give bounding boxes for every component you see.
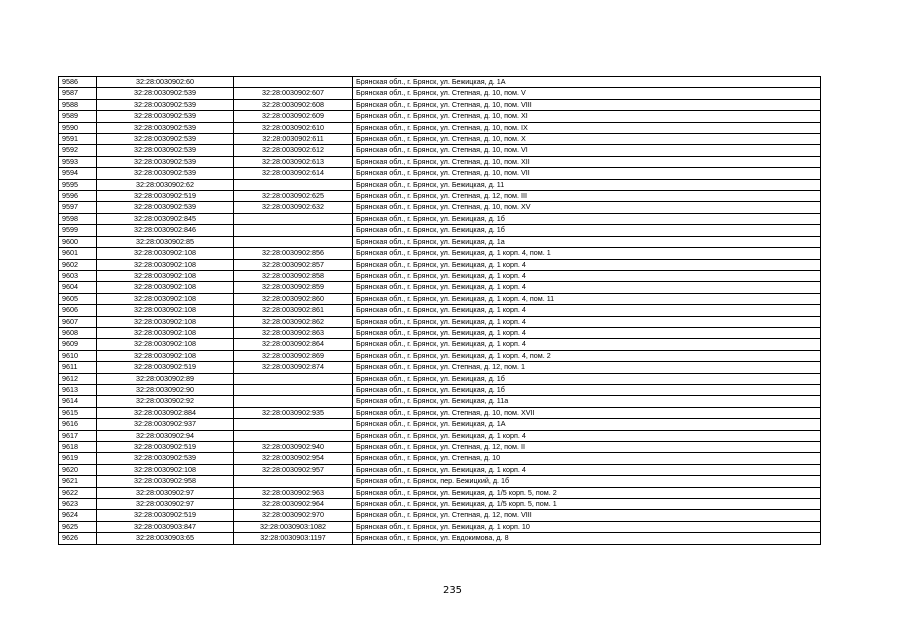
- cadastral-number-cell: 32:28:0030903:65: [97, 533, 234, 544]
- cadastral-number-cell: 32:28:0030902:937: [97, 419, 234, 430]
- cadastral-number-cell: 32:28:0030902:539: [97, 145, 234, 156]
- table-row: [59, 202, 821, 213]
- row-number-cell: 9612: [59, 373, 97, 384]
- table-row: [59, 453, 821, 464]
- table-row: [59, 248, 821, 259]
- object-cadastral-number-cell: 32:28:0030902:613: [234, 156, 353, 167]
- page-number: 235: [442, 585, 463, 596]
- cadastral-number-cell: 32:28:0030902:539: [97, 111, 234, 122]
- row-number-cell: 9595: [59, 179, 97, 190]
- cadastral-number-cell: 32:28:0030902:89: [97, 373, 234, 384]
- address-cell: Брянская обл., г. Брянск, ул. Евдокимова, д. 8: [353, 533, 821, 544]
- row-number-cell: 9593: [59, 156, 97, 167]
- object-cadastral-number-cell: 32:28:0030902:861: [234, 305, 353, 316]
- table-row: [59, 407, 821, 418]
- table-row: [59, 99, 821, 110]
- row-number-cell: 9590: [59, 122, 97, 133]
- address-cell: Брянская обл., г. Брянск, ул. Бежицкая, д. 1/5 корп. 5, пом. 2: [353, 487, 821, 498]
- row-number-cell: 9608: [59, 327, 97, 338]
- cadastral-number-cell: 32:28:0030902:108: [97, 339, 234, 350]
- row-number-cell: 9621: [59, 476, 97, 487]
- table-row: [59, 134, 821, 145]
- table-row: [59, 122, 821, 133]
- table-row: [59, 327, 821, 338]
- table-row: [59, 270, 821, 281]
- address-cell: Брянская обл., г. Брянск, ул. Степная, д. 10, пом. VIII: [353, 99, 821, 110]
- address-cell: Брянская обл., г. Брянск, ул. Бежицкая, д. 1 корп. 4: [353, 430, 821, 441]
- object-cadastral-number-cell: 32:28:0030902:609: [234, 111, 353, 122]
- cadastral-number-cell: 32:28:0030902:519: [97, 362, 234, 373]
- row-number-cell: 9594: [59, 168, 97, 179]
- object-cadastral-number-cell: [234, 179, 353, 190]
- object-cadastral-number-cell: 32:28:0030902:858: [234, 270, 353, 281]
- object-cadastral-number-cell: 32:28:0030902:954: [234, 453, 353, 464]
- table-row: [59, 499, 821, 510]
- cadastral-number-cell: 32:28:0030902:108: [97, 350, 234, 361]
- address-cell: Брянская обл., г. Брянск, ул. Бежицкая, д. 1 корп. 4, пом. 2: [353, 350, 821, 361]
- table-row: [59, 464, 821, 475]
- address-cell: Брянская обл., г. Брянск, ул. Бежицкая, д. 1 корп. 4, пом. 11: [353, 293, 821, 304]
- row-number-cell: 9624: [59, 510, 97, 521]
- object-cadastral-number-cell: 32:28:0030902:857: [234, 259, 353, 270]
- cadastral-number-cell: 32:28:0030902:539: [97, 122, 234, 133]
- row-number-cell: 9587: [59, 88, 97, 99]
- table-row: [59, 111, 821, 122]
- object-cadastral-number-cell: 32:28:0030902:874: [234, 362, 353, 373]
- row-number-cell: 9622: [59, 487, 97, 498]
- row-number-cell: 9604: [59, 282, 97, 293]
- cadastral-number-cell: 32:28:0030902:85: [97, 236, 234, 247]
- table-row: [59, 168, 821, 179]
- row-number-cell: 9596: [59, 191, 97, 202]
- object-cadastral-number-cell: 32:28:0030902:625: [234, 191, 353, 202]
- cadastral-number-cell: 32:28:0030902:539: [97, 88, 234, 99]
- row-number-cell: 9611: [59, 362, 97, 373]
- object-cadastral-number-cell: [234, 476, 353, 487]
- row-number-cell: 9625: [59, 521, 97, 532]
- address-cell: Брянская обл., г. Брянск, ул. Степная, д. 10: [353, 453, 821, 464]
- row-number-cell: 9592: [59, 145, 97, 156]
- object-cadastral-number-cell: 32:28:0030902:611: [234, 134, 353, 145]
- row-number-cell: 9623: [59, 499, 97, 510]
- registry-table: [58, 76, 821, 545]
- row-number-cell: 9607: [59, 316, 97, 327]
- table-row: [59, 179, 821, 190]
- object-cadastral-number-cell: 32:28:0030902:863: [234, 327, 353, 338]
- cadastral-number-cell: 32:28:0030902:97: [97, 487, 234, 498]
- object-cadastral-number-cell: [234, 384, 353, 395]
- object-cadastral-number-cell: [234, 225, 353, 236]
- cadastral-number-cell: 32:28:0030902:539: [97, 134, 234, 145]
- address-cell: Брянская обл., г. Брянск, ул. Бежицкая, д. 1 корп. 4: [353, 327, 821, 338]
- cadastral-number-cell: 32:28:0030902:90: [97, 384, 234, 395]
- object-cadastral-number-cell: 32:28:0030902:864: [234, 339, 353, 350]
- cadastral-number-cell: 32:28:0030902:519: [97, 191, 234, 202]
- address-cell: Брянская обл., г. Брянск, ул. Бежицкая, д. 1 корп. 4: [353, 282, 821, 293]
- row-number-cell: 9603: [59, 270, 97, 281]
- row-number-cell: 9591: [59, 134, 97, 145]
- cadastral-number-cell: 32:28:0030902:97: [97, 499, 234, 510]
- object-cadastral-number-cell: [234, 373, 353, 384]
- cadastral-number-cell: 32:28:0030902:846: [97, 225, 234, 236]
- cadastral-number-cell: 32:28:0030902:108: [97, 305, 234, 316]
- address-cell: Брянская обл., г. Брянск, ул. Степная, д. 12, пом. VIII: [353, 510, 821, 521]
- object-cadastral-number-cell: 32:28:0030902:935: [234, 407, 353, 418]
- object-cadastral-number-cell: 32:28:0030903:1082: [234, 521, 353, 532]
- table-row: [59, 145, 821, 156]
- cadastral-number-cell: 32:28:0030902:92: [97, 396, 234, 407]
- row-number-cell: 9589: [59, 111, 97, 122]
- table-row: [59, 293, 821, 304]
- cadastral-number-cell: 32:28:0030902:539: [97, 99, 234, 110]
- cadastral-number-cell: 32:28:0030902:94: [97, 430, 234, 441]
- row-number-cell: 9588: [59, 99, 97, 110]
- address-cell: Брянская обл., г. Брянск, ул. Бежицкая, д. 1/5 корп. 5, пом. 1: [353, 499, 821, 510]
- address-cell: Брянская обл., г. Брянск, ул. Степная, д. 10, пом. XVII: [353, 407, 821, 418]
- cadastral-number-cell: 32:28:0030902:539: [97, 168, 234, 179]
- row-number-cell: 9597: [59, 202, 97, 213]
- table-row: [59, 384, 821, 395]
- table-row: [59, 77, 821, 88]
- row-number-cell: 9613: [59, 384, 97, 395]
- address-cell: Брянская обл., г. Брянск, ул. Бежицкая, д. 11: [353, 179, 821, 190]
- row-number-cell: 9606: [59, 305, 97, 316]
- address-cell: Брянская обл., г. Брянск, ул. Бежицкая, д. 1 корп. 4: [353, 270, 821, 281]
- object-cadastral-number-cell: [234, 77, 353, 88]
- row-number-cell: 9602: [59, 259, 97, 270]
- cadastral-number-cell: 32:28:0030902:519: [97, 442, 234, 453]
- address-cell: Брянская обл., г. Брянск, ул. Степная, д. 12, пом. III: [353, 191, 821, 202]
- table-row: [59, 430, 821, 441]
- object-cadastral-number-cell: [234, 419, 353, 430]
- address-cell: Брянская обл., г. Брянск, ул. Степная, д. 10, пом. XV: [353, 202, 821, 213]
- table-row: [59, 88, 821, 99]
- table-row: [59, 396, 821, 407]
- object-cadastral-number-cell: 32:28:0030902:608: [234, 99, 353, 110]
- address-cell: Брянская обл., г. Брянск, ул. Степная, д. 10, пом. V: [353, 88, 821, 99]
- cadastral-number-cell: 32:28:0030902:845: [97, 213, 234, 224]
- row-number-cell: 9620: [59, 464, 97, 475]
- table-row: [59, 521, 821, 532]
- address-cell: Брянская обл., г. Брянск, ул. Степная, д. 10, пом. XII: [353, 156, 821, 167]
- object-cadastral-number-cell: 32:28:0030902:607: [234, 88, 353, 99]
- table-row: [59, 339, 821, 350]
- object-cadastral-number-cell: 32:28:0030902:963: [234, 487, 353, 498]
- row-number-cell: 9614: [59, 396, 97, 407]
- table-row: [59, 476, 821, 487]
- registry-table-body: [59, 77, 821, 545]
- address-cell: Брянская обл., г. Брянск, ул. Бежицкая, д. 1 корп. 4: [353, 305, 821, 316]
- table-row: [59, 362, 821, 373]
- object-cadastral-number-cell: [234, 396, 353, 407]
- cadastral-number-cell: 32:28:0030903:847: [97, 521, 234, 532]
- object-cadastral-number-cell: 32:28:0030902:940: [234, 442, 353, 453]
- object-cadastral-number-cell: 32:28:0030902:856: [234, 248, 353, 259]
- table-row: [59, 487, 821, 498]
- row-number-cell: 9619: [59, 453, 97, 464]
- row-number-cell: 9618: [59, 442, 97, 453]
- row-number-cell: 9599: [59, 225, 97, 236]
- object-cadastral-number-cell: [234, 236, 353, 247]
- address-cell: Брянская обл., г. Брянск, ул. Бежицкая, д. 1б: [353, 213, 821, 224]
- address-cell: Брянская обл., г. Брянск, ул. Степная, д. 10, пом. XI: [353, 111, 821, 122]
- cadastral-number-cell: 32:28:0030902:108: [97, 464, 234, 475]
- object-cadastral-number-cell: 32:28:0030902:957: [234, 464, 353, 475]
- cadastral-number-cell: 32:28:0030902:108: [97, 248, 234, 259]
- row-number-cell: 9598: [59, 213, 97, 224]
- table-row: [59, 156, 821, 167]
- row-number-cell: 9609: [59, 339, 97, 350]
- cadastral-number-cell: 32:28:0030902:108: [97, 293, 234, 304]
- address-cell: Брянская обл., г. Брянск, ул. Бежицкая, д. 1 корп. 4: [353, 259, 821, 270]
- object-cadastral-number-cell: 32:28:0030902:869: [234, 350, 353, 361]
- address-cell: Брянская обл., г. Брянск, пер. Бежицкий, д. 1б: [353, 476, 821, 487]
- object-cadastral-number-cell: 32:28:0030902:862: [234, 316, 353, 327]
- cadastral-number-cell: 32:28:0030902:60: [97, 77, 234, 88]
- table-row: [59, 213, 821, 224]
- address-cell: Брянская обл., г. Брянск, ул. Бежицкая, д. 11а: [353, 396, 821, 407]
- address-cell: Брянская обл., г. Брянск, ул. Бежицкая, д. 1 корп. 4: [353, 464, 821, 475]
- object-cadastral-number-cell: 32:28:0030902:610: [234, 122, 353, 133]
- row-number-cell: 9617: [59, 430, 97, 441]
- cadastral-number-cell: 32:28:0030902:108: [97, 327, 234, 338]
- cadastral-number-cell: 32:28:0030902:539: [97, 156, 234, 167]
- object-cadastral-number-cell: 32:28:0030903:1197: [234, 533, 353, 544]
- table-row: [59, 191, 821, 202]
- row-number-cell: 9601: [59, 248, 97, 259]
- address-cell: Брянская обл., г. Брянск, ул. Бежицкая, д. 1б: [353, 225, 821, 236]
- address-cell: Брянская обл., г. Брянск, ул. Степная, д. 12, пом. II: [353, 442, 821, 453]
- row-number-cell: 9605: [59, 293, 97, 304]
- object-cadastral-number-cell: 32:28:0030902:964: [234, 499, 353, 510]
- address-cell: Брянская обл., г. Брянск, ул. Степная, д. 10, пом. IX: [353, 122, 821, 133]
- address-cell: Брянская обл., г. Брянск, ул. Бежицкая, д. 1 корп. 4: [353, 316, 821, 327]
- table-row: [59, 442, 821, 453]
- address-cell: Брянская обл., г. Брянск, ул. Бежицкая, д. 1а: [353, 236, 821, 247]
- cadastral-number-cell: 32:28:0030902:884: [97, 407, 234, 418]
- object-cadastral-number-cell: [234, 430, 353, 441]
- address-cell: Брянская обл., г. Брянск, ул. Степная, д. 10, пом. VI: [353, 145, 821, 156]
- address-cell: Брянская обл., г. Брянск, ул. Степная, д. 10, пом. X: [353, 134, 821, 145]
- table-row: [59, 316, 821, 327]
- object-cadastral-number-cell: 32:28:0030902:614: [234, 168, 353, 179]
- address-cell: Брянская обл., г. Брянск, ул. Бежицкая, д. 1А: [353, 77, 821, 88]
- table-row: [59, 236, 821, 247]
- address-cell: Брянская обл., г. Брянск, ул. Степная, д. 10, пом. VII: [353, 168, 821, 179]
- object-cadastral-number-cell: 32:28:0030902:970: [234, 510, 353, 521]
- cadastral-number-cell: 32:28:0030902:108: [97, 316, 234, 327]
- table-row: [59, 373, 821, 384]
- cadastral-number-cell: 32:28:0030902:539: [97, 202, 234, 213]
- address-cell: Брянская обл., г. Брянск, ул. Бежицкая, д. 1 корп. 10: [353, 521, 821, 532]
- address-cell: Брянская обл., г. Брянск, ул. Бежицкая, д. 1 корп. 4: [353, 339, 821, 350]
- cadastral-number-cell: 32:28:0030902:108: [97, 282, 234, 293]
- row-number-cell: 9626: [59, 533, 97, 544]
- table-row: [59, 510, 821, 521]
- object-cadastral-number-cell: 32:28:0030902:632: [234, 202, 353, 213]
- cadastral-number-cell: 32:28:0030902:108: [97, 270, 234, 281]
- cadastral-number-cell: 32:28:0030902:108: [97, 259, 234, 270]
- object-cadastral-number-cell: [234, 213, 353, 224]
- address-cell: Брянская обл., г. Брянск, ул. Степная, д. 12, пом. 1: [353, 362, 821, 373]
- address-cell: Брянская обл., г. Брянск, ул. Бежицкая, д. 1А: [353, 419, 821, 430]
- row-number-cell: 9600: [59, 236, 97, 247]
- table-row: [59, 259, 821, 270]
- address-cell: Брянская обл., г. Брянск, ул. Бежицкая, д. 1б: [353, 373, 821, 384]
- address-cell: Брянская обл., г. Брянск, ул. Бежицкая, д. 1 корп. 4, пом. 1: [353, 248, 821, 259]
- table-row: [59, 350, 821, 361]
- cadastral-number-cell: 32:28:0030902:62: [97, 179, 234, 190]
- table-row: [59, 282, 821, 293]
- cadastral-number-cell: 32:28:0030902:519: [97, 510, 234, 521]
- address-cell: Брянская обл., г. Брянск, ул. Бежицкая, д. 1б: [353, 384, 821, 395]
- table-row: [59, 225, 821, 236]
- row-number-cell: 9615: [59, 407, 97, 418]
- row-number-cell: 9616: [59, 419, 97, 430]
- cadastral-number-cell: 32:28:0030902:958: [97, 476, 234, 487]
- row-number-cell: 9610: [59, 350, 97, 361]
- table-row: [59, 305, 821, 316]
- object-cadastral-number-cell: 32:28:0030902:859: [234, 282, 353, 293]
- table-row: [59, 419, 821, 430]
- cadastral-number-cell: 32:28:0030902:539: [97, 453, 234, 464]
- object-cadastral-number-cell: 32:28:0030902:860: [234, 293, 353, 304]
- row-number-cell: 9586: [59, 77, 97, 88]
- object-cadastral-number-cell: 32:28:0030902:612: [234, 145, 353, 156]
- table-row: [59, 533, 821, 544]
